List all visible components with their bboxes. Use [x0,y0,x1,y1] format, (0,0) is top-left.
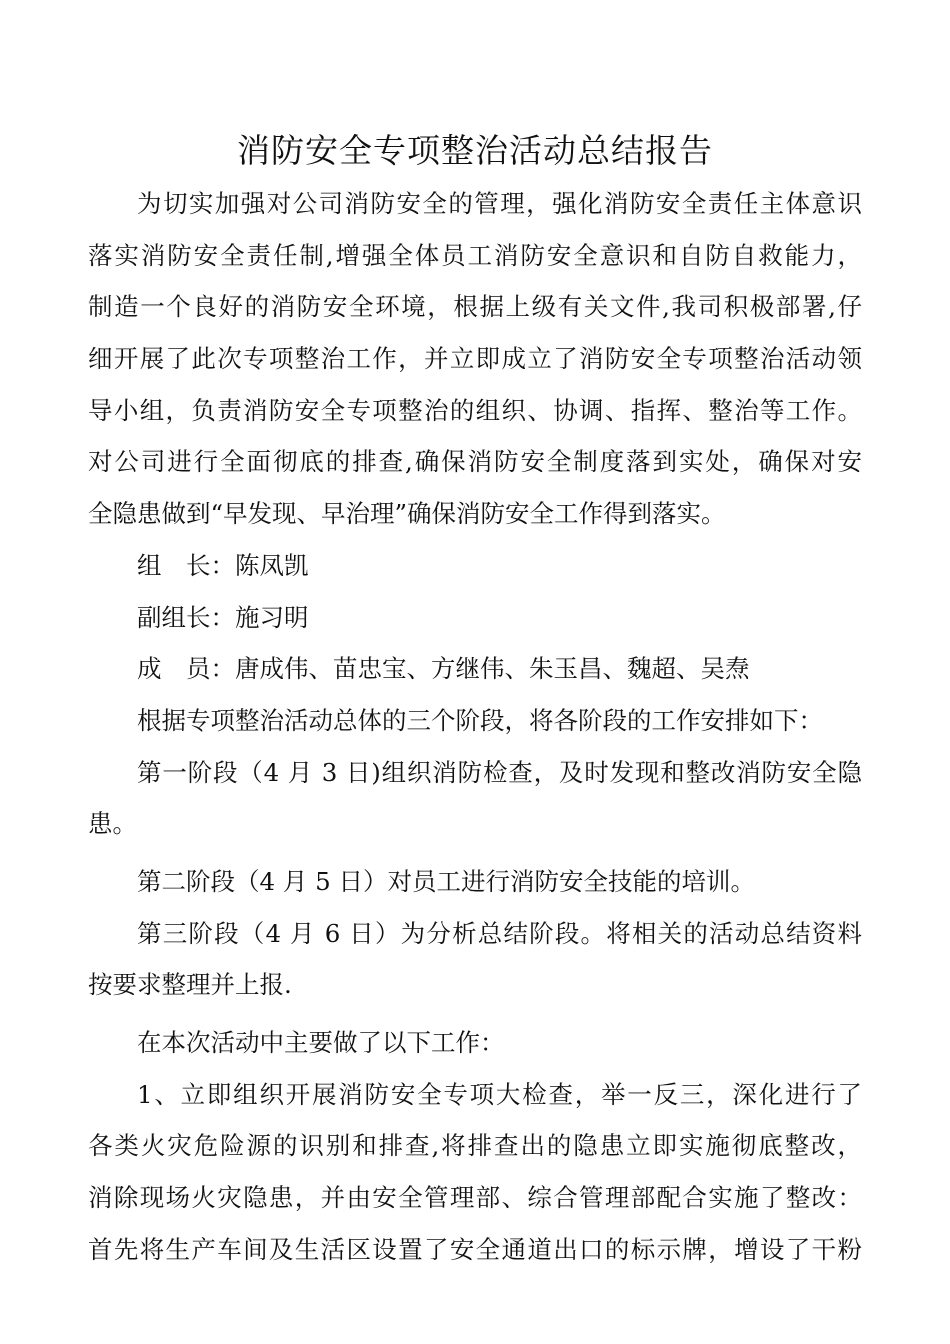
intro-line: 对公司进行全面彻底的排查,确保消防安全制度落到实处，确保对安 [88,447,862,477]
deputy-leader-line: 副组长：施习明 [137,602,309,632]
document-title: 消防安全专项整治活动总结报告 [237,131,713,170]
stage-three-line: 按要求整理并上报. [88,970,292,1000]
document-body [88,178,862,1275]
stage-one-line: 第一阶段（4 月 3 日)组织消防检查，及时发现和整改消防安全隐 [137,757,862,787]
item-one-line: 各类火灾危险源的识别和排查,将排查出的隐患立即实施彻底整改， [88,1131,862,1161]
team-members-line: 成 员：唐成伟、苗忠宝、方继伟、朱玉昌、魏超、吴焘 [137,654,750,684]
stage-one-line: 患。 [88,809,137,839]
stage-three-line: 第三阶段（4 月 6 日）为分析总结阶段。将相关的活动总结资料 [137,918,862,948]
intro-line: 为切实加强对公司消防安全的管理，强化消防安全责任主体意识 [137,189,862,218]
intro-line: 制造一个良好的消防安全环境，根据上级有关文件,我司积极部署,仔 [88,292,862,322]
stages-intro-line: 根据专项整治活动总体的三个阶段，将各阶段的工作安排如下： [137,705,823,735]
intro-line: 细开展了此次专项整治工作，并立即成立了消防安全专项整治活动领 [88,344,862,374]
intro-line: 落实消防安全责任制,增强全体员工消防安全意识和自防自救能力， [88,240,862,270]
item-one-line: 首先将生产车间及生活区设置了安全通道出口的标示牌，增设了干粉 [88,1234,862,1264]
leader-line: 组 长：陈凤凯 [137,550,309,580]
intro-line: 导小组，负责消防安全专项整治的组织、协调、指挥、整治等工作。 [88,395,862,425]
item-one-line: 消除现场火灾隐患，并由安全管理部、综合管理部配合实施了整改： [88,1183,862,1213]
stage-two-line: 第二阶段（4 月 5 日）对员工进行消防安全技能的培训。 [137,866,756,896]
intro-line: 全隐患做到“早发现、早治理”确保消防安全工作得到落实。 [88,499,726,529]
work-intro-line: 在本次活动中主要做了以下工作： [137,1028,505,1057]
item-one-line: 1、立即组织开展消防安全专项大检查，举一反三，深化进行了 [137,1079,862,1109]
